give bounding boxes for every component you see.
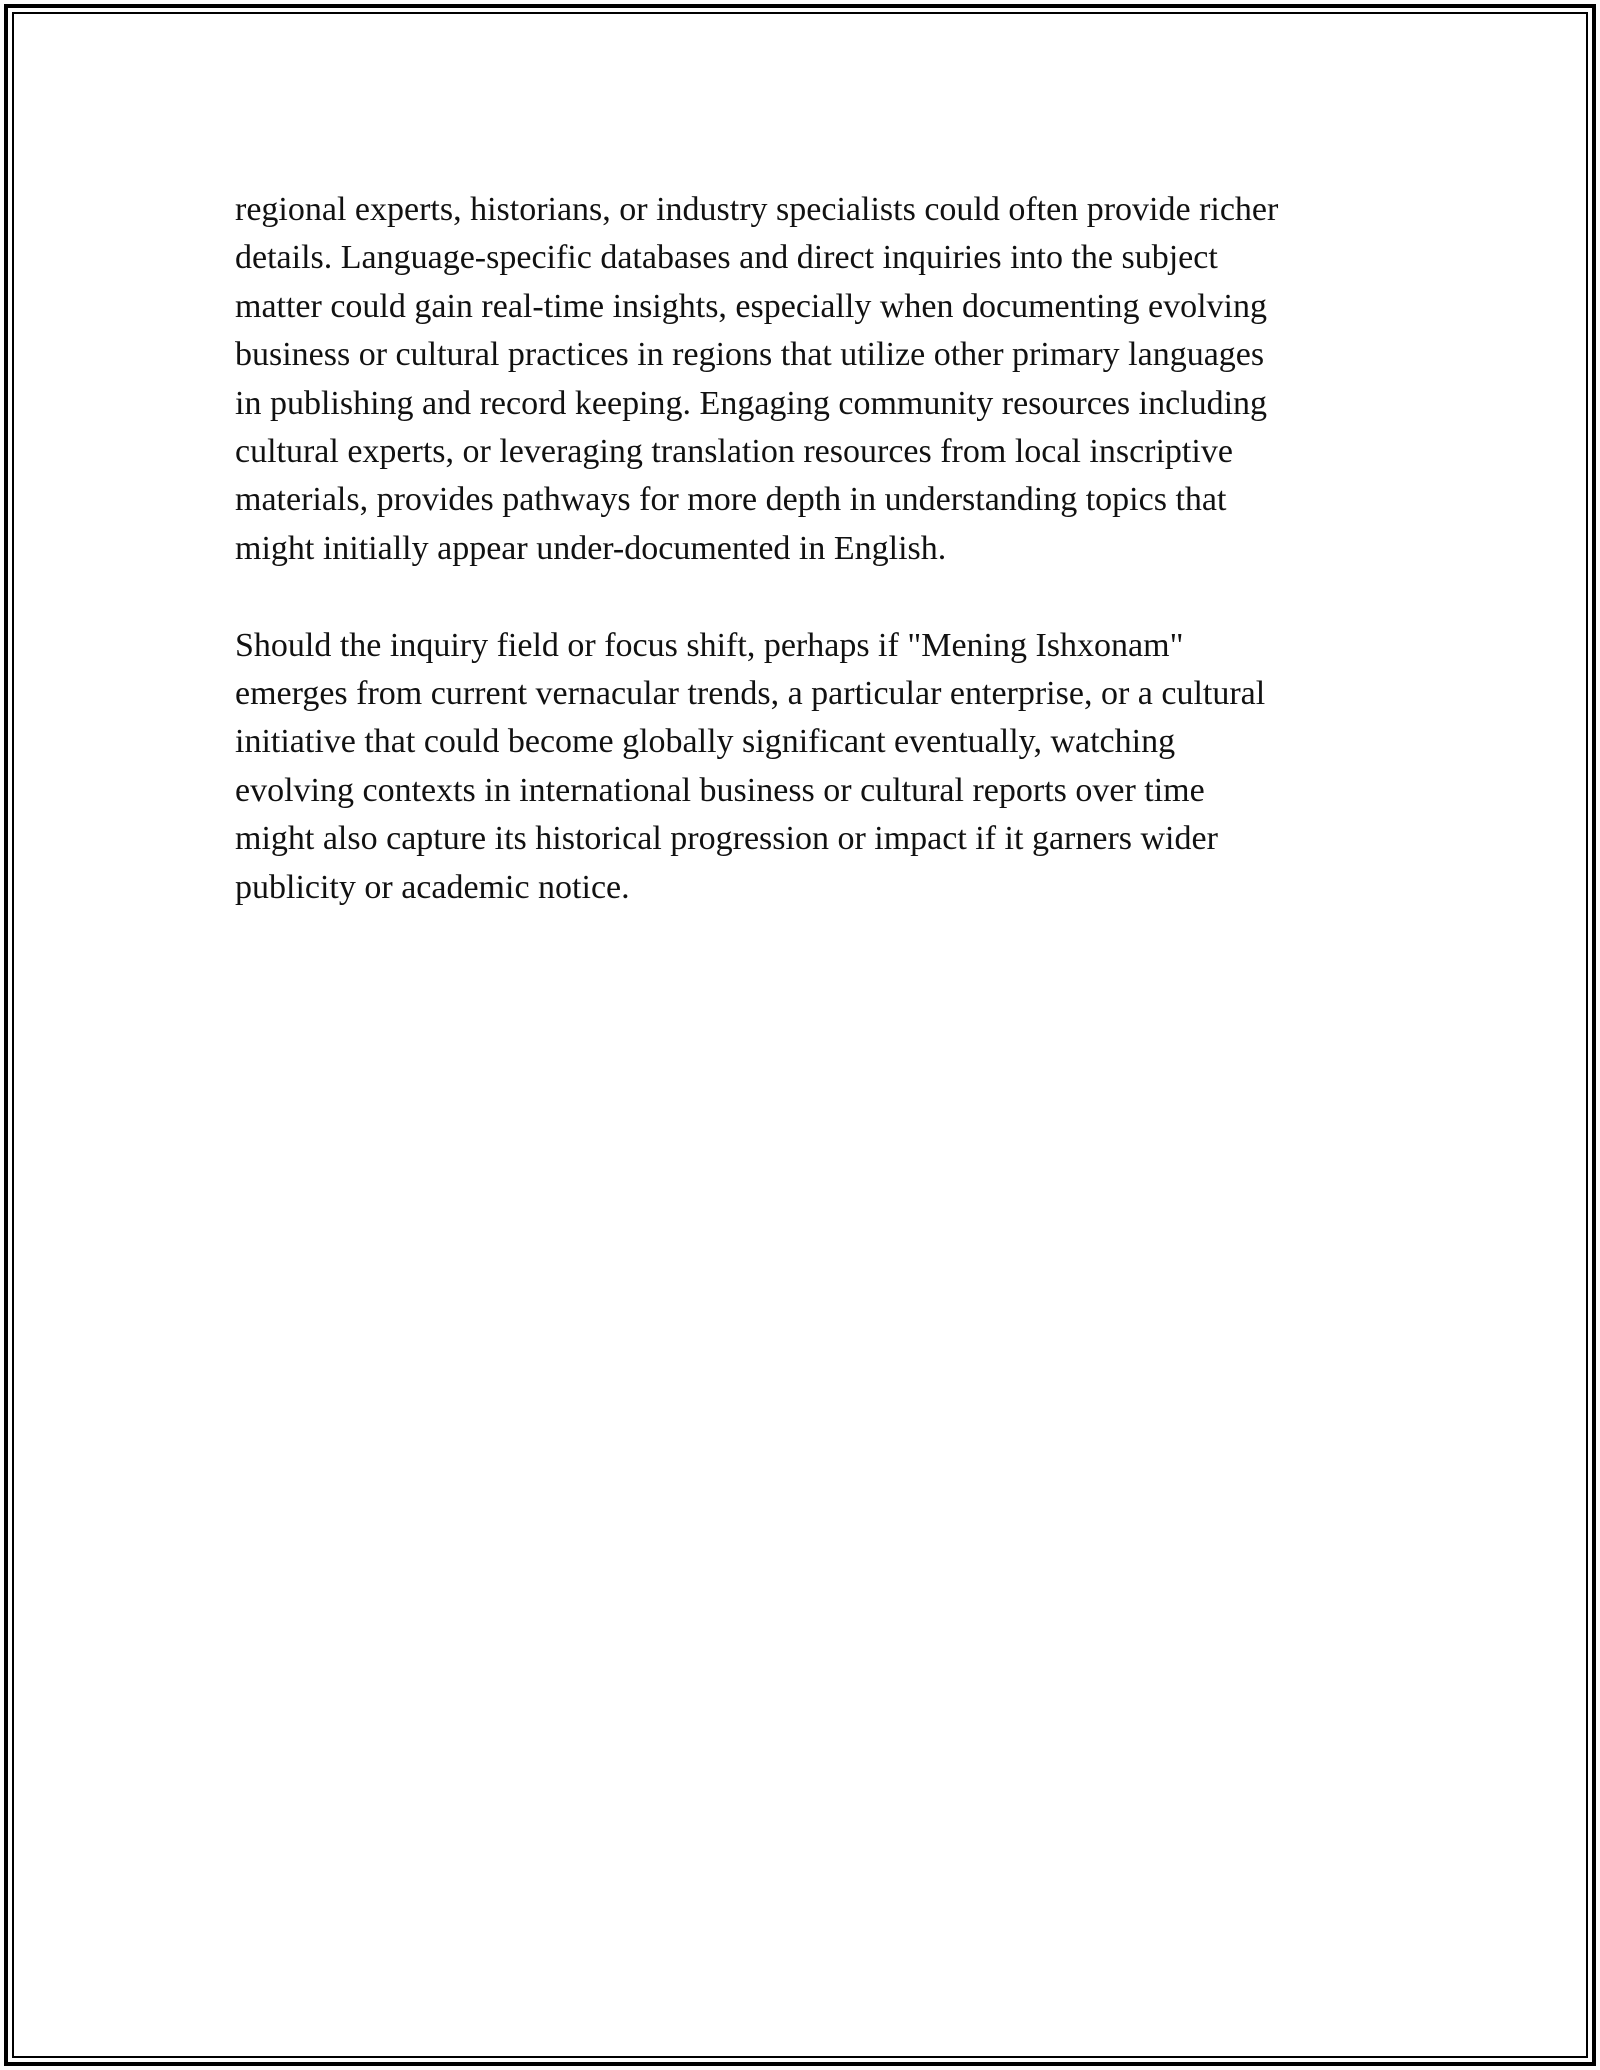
- document-body: [235, 186, 1365, 912]
- body-paragraph-2: Should the inquiry field or focus shift, perhaps if "Mening Ishxonam" emerges from current vernacular trends, a particular enterprise, or a cultural initiative that could become globally significant eventually, watching evolving contexts in international business or cultural reports over time might also capture its historical progression or impact if it garners wider publicity or academic notice.: [235, 626, 1266, 906]
- body-paragraph-1: regional experts, historians, or industry specialists could often provide richer details. Language-specific databases and direct inquiries into the subject matter could gain real-time insights, especially when documenting evolving business or cultural practices in regions that utilize other primary languages in publishing and record keeping. Engaging community resources including cultural experts, or leveraging translation resources from local inscriptive materials, provides pathways for more depth in understanding topics that might initially appear under-documented in English.: [235, 191, 1279, 567]
